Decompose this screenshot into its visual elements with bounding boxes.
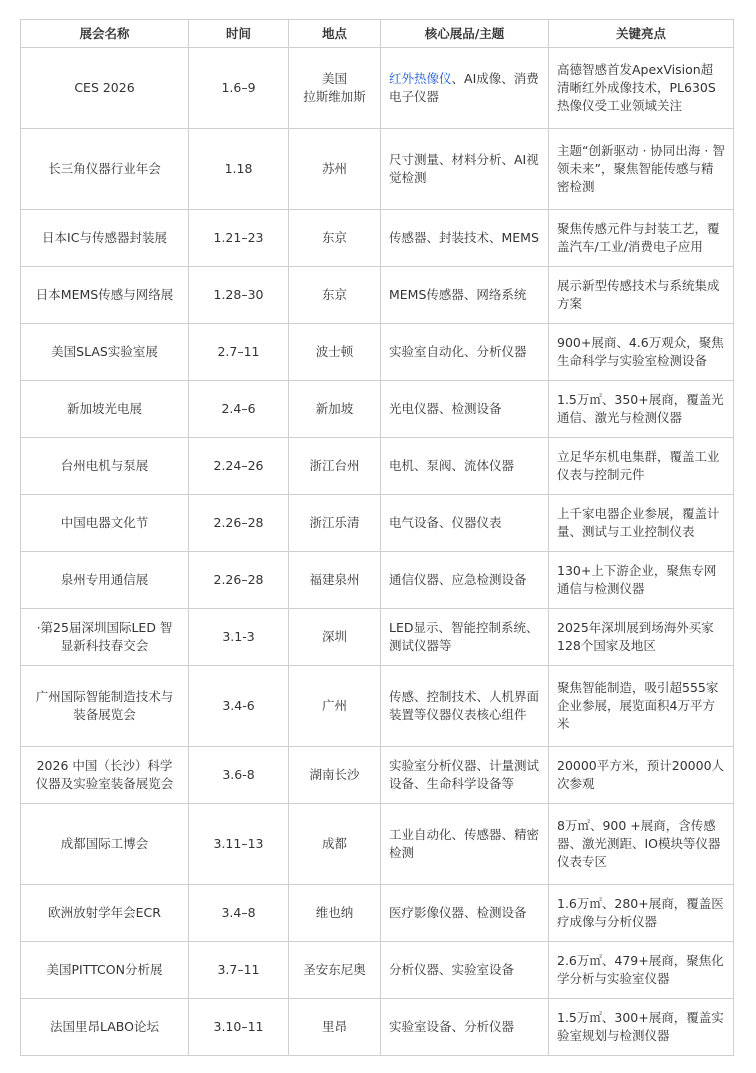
cell-theme: 工业自动化、传感器、精密检测 xyxy=(381,804,549,885)
cell-name: 中国电器文化节 xyxy=(21,495,189,552)
cell-theme: MEMS传感器、网络系统 xyxy=(381,267,549,324)
header-row xyxy=(21,20,734,48)
cell-time: 3.4-6 xyxy=(189,666,289,747)
cell-place: 圣安东尼奥 xyxy=(289,942,381,999)
cell-place: 福建泉州 xyxy=(289,552,381,609)
cell-name: 台州电机与泵展 xyxy=(21,438,189,495)
cell-time: 3.1-3 xyxy=(189,609,289,666)
cell-place: 湖南长沙 xyxy=(289,747,381,804)
cell-highlight: 20000平方米，预计20000人次参观 xyxy=(549,747,734,804)
cell-name: 美国PITTCON分析展 xyxy=(21,942,189,999)
cell-place: 成都 xyxy=(289,804,381,885)
theme-rest: 、AI成像、消费电子仪器 xyxy=(389,71,539,104)
cell-place: 浙江台州 xyxy=(289,438,381,495)
table-row xyxy=(21,324,734,381)
cell-time: 1.18 xyxy=(189,129,289,210)
cell-theme xyxy=(381,48,549,129)
table-row xyxy=(21,552,734,609)
cell-highlight: 高德智感首发ApexVision超清晰红外成像技术，PL630S热像仪受工业领域关注 xyxy=(549,48,734,129)
table-row xyxy=(21,942,734,999)
header-name: 展会名称 xyxy=(21,20,189,48)
table-row xyxy=(21,381,734,438)
cell-name: 欧洲放射学年会ECR xyxy=(21,885,189,942)
cell-highlight: 900+展商、4.6万观众，聚焦生命科学与实验室检测设备 xyxy=(549,324,734,381)
header-theme: 核心展品/主题 xyxy=(381,20,549,48)
cell-name: 日本IC与传感器封装展 xyxy=(21,210,189,267)
cell-time: 3.10–11 xyxy=(189,999,289,1056)
cell-place: 新加坡 xyxy=(289,381,381,438)
cell-theme: 光电仪器、检测设备 xyxy=(381,381,549,438)
cell-time: 1.6–9 xyxy=(189,48,289,129)
table-row xyxy=(21,438,734,495)
cell-name: ·第25届深圳国际LED 智显新科技春交会 xyxy=(21,609,189,666)
cell-highlight: 上千家电器企业参展，覆盖计量、测试与工业控制仪表 xyxy=(549,495,734,552)
cell-place: 波士顿 xyxy=(289,324,381,381)
cell-name: 2026 中国（长沙）科学仪器及实验室装备展览会 xyxy=(21,747,189,804)
cell-place: 浙江乐清 xyxy=(289,495,381,552)
cell-time: 3.4–8 xyxy=(189,885,289,942)
cell-time: 2.4–6 xyxy=(189,381,289,438)
cell-highlight: 2.6万㎡、479+展商，聚焦化学分析与实验室仪器 xyxy=(549,942,734,999)
cell-name: 日本MEMS传感与网络展 xyxy=(21,267,189,324)
cell-name: 广州国际智能制造技术与装备展览会 xyxy=(21,666,189,747)
table-row xyxy=(21,48,734,129)
cell-highlight: 1.6万㎡、280+展商，覆盖医疗成像与分析仪器 xyxy=(549,885,734,942)
theme-link[interactable]: 红外热像仪 xyxy=(389,71,452,86)
cell-time: 1.21–23 xyxy=(189,210,289,267)
cell-place: 深圳 xyxy=(289,609,381,666)
cell-name: 美国SLAS实验室展 xyxy=(21,324,189,381)
cell-time: 3.11–13 xyxy=(189,804,289,885)
cell-highlight: 聚焦智能制造，吸引超555家企业参展，展览面积4万平方米 xyxy=(549,666,734,747)
cell-highlight: 立足华东机电集群，覆盖工业仪表与控制元件 xyxy=(549,438,734,495)
cell-theme: 分析仪器、实验室设备 xyxy=(381,942,549,999)
cell-theme: 实验室设备、分析仪器 xyxy=(381,999,549,1056)
cell-highlight: 130+上下游企业，聚焦专网通信与检测仪器 xyxy=(549,552,734,609)
cell-highlight: 展示新型传感技术与系统集成方案 xyxy=(549,267,734,324)
cell-time: 3.7–11 xyxy=(189,942,289,999)
cell-place: 美国 拉斯维加斯 xyxy=(289,48,381,129)
cell-theme: LED显示、智能控制系统、测试仪器等 xyxy=(381,609,549,666)
cell-place: 广州 xyxy=(289,666,381,747)
cell-place: 东京 xyxy=(289,210,381,267)
cell-place: 东京 xyxy=(289,267,381,324)
cell-theme: 尺寸测量、材料分析、AI视觉检测 xyxy=(381,129,549,210)
cell-name: 法国里昂LABO论坛 xyxy=(21,999,189,1056)
table-row xyxy=(21,804,734,885)
table-row xyxy=(21,210,734,267)
cell-time: 2.26–28 xyxy=(189,552,289,609)
cell-highlight: 8万㎡、900 +展商，含传感器、激光测距、IO模块等仪器仪表专区 xyxy=(549,804,734,885)
cell-theme: 实验室分析仪器、计量测试设备、生命科学设备等 xyxy=(381,747,549,804)
cell-theme: 传感器、封装技术、MEMS xyxy=(381,210,549,267)
cell-name: 成都国际工博会 xyxy=(21,804,189,885)
cell-time: 2.7–11 xyxy=(189,324,289,381)
cell-highlight: 2025年深圳展到场海外买家128个国家及地区 xyxy=(549,609,734,666)
cell-name: 长三角仪器行业年会 xyxy=(21,129,189,210)
exhibition-table xyxy=(20,19,734,1056)
header-highlight: 关键亮点 xyxy=(549,20,734,48)
cell-theme: 医疗影像仪器、检测设备 xyxy=(381,885,549,942)
cell-theme: 实验室自动化、分析仪器 xyxy=(381,324,549,381)
cell-highlight: 1.5万㎡、350+展商，覆盖光通信、激光与检测仪器 xyxy=(549,381,734,438)
table-row xyxy=(21,267,734,324)
table-row xyxy=(21,666,734,747)
cell-theme: 电机、泵阀、流体仪器 xyxy=(381,438,549,495)
cell-name: CES 2026 xyxy=(21,48,189,129)
cell-highlight: 聚焦传感元件与封装工艺，覆盖汽车/工业/消费电子应用 xyxy=(549,210,734,267)
cell-time: 2.24–26 xyxy=(189,438,289,495)
table-row xyxy=(21,129,734,210)
cell-name: 新加坡光电展 xyxy=(21,381,189,438)
cell-time: 3.6-8 xyxy=(189,747,289,804)
cell-place: 维也纳 xyxy=(289,885,381,942)
cell-highlight: 主题“创新驱动 · 协同出海 · 智领未来”，聚焦智能传感与精密检测 xyxy=(549,129,734,210)
cell-name: 泉州专用通信展 xyxy=(21,552,189,609)
cell-theme: 电气设备、仪器仪表 xyxy=(381,495,549,552)
table-row xyxy=(21,495,734,552)
header-place: 地点 xyxy=(289,20,381,48)
cell-highlight: 1.5万㎡、300+展商，覆盖实验室规划与检测仪器 xyxy=(549,999,734,1056)
cell-place: 苏州 xyxy=(289,129,381,210)
cell-theme: 传感、控制技术、人机界面装置等仪器仪表核心组件 xyxy=(381,666,549,747)
table-row xyxy=(21,747,734,804)
cell-theme: 通信仪器、应急检测设备 xyxy=(381,552,549,609)
table-row xyxy=(21,885,734,942)
table-row xyxy=(21,999,734,1056)
cell-place: 里昂 xyxy=(289,999,381,1056)
cell-time: 1.28–30 xyxy=(189,267,289,324)
cell-time: 2.26–28 xyxy=(189,495,289,552)
table-row xyxy=(21,609,734,666)
header-time: 时间 xyxy=(189,20,289,48)
